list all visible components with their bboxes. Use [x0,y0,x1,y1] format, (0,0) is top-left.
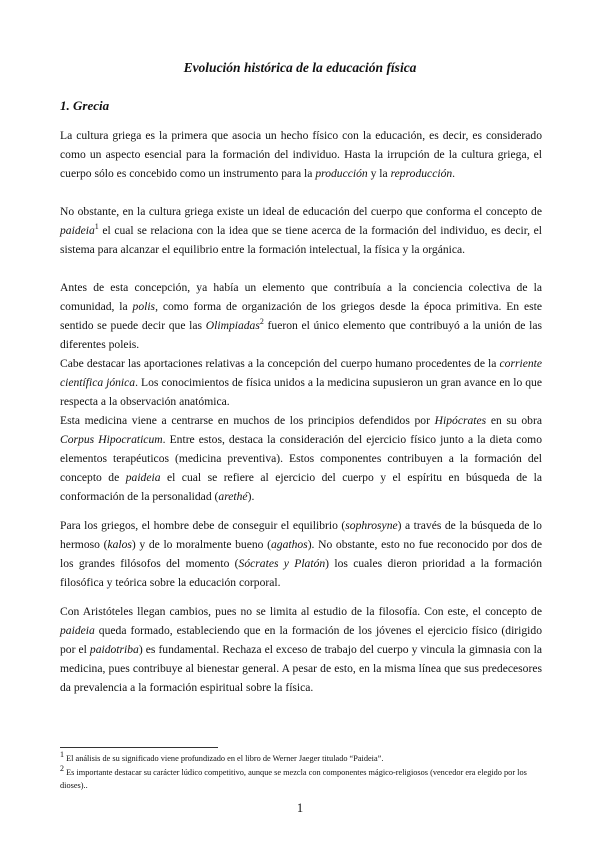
paragraph [60,411,542,506]
footnotes [60,752,542,793]
text-run: ). [247,490,255,503]
text-run: Esta medicina viene a centrarse en muchos de los principios defendidos por [60,414,435,427]
text-run: ). No obstante, esto no fue reconocido por dos de los grandes filósofos del momento ( [60,538,543,570]
italic-term: polis [132,300,156,313]
section-heading: 1. Grecia [60,98,110,113]
italic-term: kalos [107,538,132,551]
page-number: 1 [296,801,304,815]
text-run: y la [367,167,391,180]
text-run: el cual se relaciona con la idea que se tiene acerca de la formación del individuo, es decir, el sistema para alcanzar el equilibrio entre la formación intelectual, la física y la orgánica. [60,224,542,256]
text-run: ) los cuales dieron prioridad a la formación filosófica y teórica sobre la educación corporal. [60,557,542,589]
italic-term: Corpus Hipocraticum [60,433,163,446]
text-run: fueron el único elemento que contribuyó a la unión de las diferentes poleis. [60,319,542,351]
text-run: queda formado, estableciendo que en la formación de los jóvenes el ejercicio físico (dirigido por el [60,624,542,656]
footnote-text: El análisis de su significado viene profundizado en el libro de Werner Jaeger titulado “Paideia”. [64,754,384,763]
footnote-ref: 1 [94,222,99,232]
text-run: Cabe destacar las aportaciones relativas a la concepción del cuerpo humano procedentes de la [60,357,500,370]
italic-term: reproducción [390,167,453,180]
text-run: ) es fundamental. Rechaza el exceso de trabajo del cuerpo y vincula la gimnasia con la medicina, pues contribuye al bienestar general. A pesar de esto, en la misma línea que sus predecesores da prevalencia a la formación espiritual sobre la física. [60,643,542,694]
footnote-marker: 1 [60,750,64,760]
italic-term: agathos [270,538,308,551]
text-run: Con Aristóteles llegan cambios, pues no se limita al estudio de la filosofía. Con este, el concepto de [60,605,542,618]
italic-term: paideia [60,224,95,237]
italic-term: Olimpiadas [205,319,260,332]
text-run: . Entre estos, destaca la consideración del ejercicio físico junto a la dieta como elementos terapéuticos (medicina preventiva). Estos componentes contribuyen a la formación del concepto de [60,433,542,484]
italic-term: paidotriba [89,643,139,656]
footnote [60,752,542,766]
text-run: La cultura griega es la primera que asocia un hecho físico con la educación, es decir, es considerado como un aspecto esencial para la formación del individuo. Hasta la irrupción de la cultura griega, el cuerpo sólo es concebido como un instrumento para la [60,129,542,180]
text-run: . Los conocimientos de física unidos a la medicina supusieron un gran avance en lo que respecta a la observación anatómica. [60,376,543,408]
document-title: Evolución histórica de la educación física [183,60,417,75]
paragraph [60,602,542,697]
italic-term: corriente científica jónica [60,357,542,389]
paragraph [60,278,542,354]
footnote-text: Es importante destacar su carácter lúdico competitivo, aunque se mezcla con componentes mágico-religiosos (vencedor era elegido por los dioses).. [60,767,527,790]
footnote-ref: 2 [259,317,264,327]
text-run: Para los griegos, el hombre debe de conseguir el equilibrio ( [60,519,346,532]
text-run: , como forma de organización de los griegos desde la época primitiva. En este sentido se puede decir que las [60,300,542,332]
footnote [60,763,542,793]
italic-term: paideia [125,471,161,484]
italic-term: sophrosyne [345,519,398,532]
italic-term: Sócrates y Platón [238,557,326,570]
paragraph [60,516,542,592]
text-run: el cual se refiere al ejercicio del cuerpo y el espíritu en búsqueda de la conformación de la personalidad ( [60,471,542,503]
footnote-marker: 2 [60,763,64,773]
text-run: . [452,167,456,180]
italic-term: producción [315,167,368,180]
text-run: No obstante, en la cultura griega existe un ideal de educación del cuerpo que conforma el concepto de [60,205,542,218]
paragraph [60,354,542,411]
italic-term: Hipócrates [434,414,487,427]
text-run: ) a través de la búsqueda de lo hermoso ( [60,519,542,551]
paragraph [60,126,542,183]
text-run: Antes de esta concepción, ya había un elemento que contribuía a la conciencia colectiva de la comunidad, la [60,281,542,313]
text-run: ) y de lo moralmente bueno ( [131,538,271,551]
italic-term: paideia [60,624,95,637]
footnote-divider [60,747,218,748]
italic-term: arethé [218,490,248,503]
paragraph [60,202,542,259]
text-run: en su obra [486,414,542,427]
